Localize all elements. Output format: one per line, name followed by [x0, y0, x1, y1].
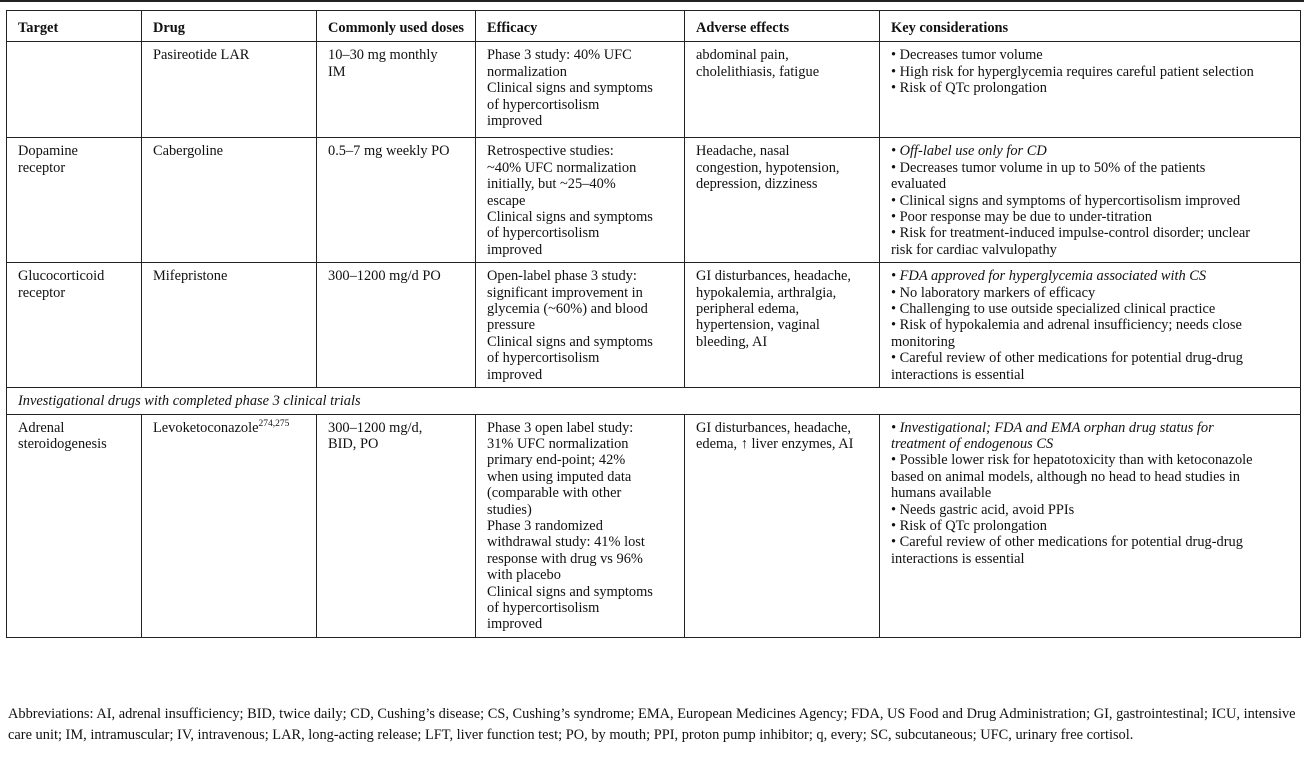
cell-line: of hypercortisolism: [487, 599, 600, 616]
cell-line: improved: [487, 366, 543, 383]
cell-line: Clinical signs and symptoms: [487, 209, 653, 226]
cell-line: edema, ↑ liver enzymes, AI: [696, 435, 854, 452]
cell-line: GI disturbances, headache,: [696, 268, 852, 285]
cell-line: Dopamine: [18, 143, 78, 160]
drug-cell: Mifepristone: [142, 263, 317, 388]
cell-line: response with drug vs 96%: [487, 550, 643, 567]
cell-line: Phase 3 study: 40% UFC: [487, 47, 632, 64]
cell-line: ~40% UFC normalization: [487, 159, 637, 176]
considerations-cell: [880, 263, 1301, 388]
drug-cell: Cabergoline: [142, 138, 317, 263]
cell-line: studies): [487, 501, 532, 518]
cell-line: evaluated: [891, 176, 947, 193]
drug-cell: [142, 414, 317, 637]
target-cell: [7, 42, 142, 138]
cell-line: abdominal pain,: [696, 47, 789, 64]
cell-line: • Challenging to use outside specialized clinical practice: [891, 301, 1216, 318]
cell-line: • Careful review of other medications for potential drug-drug: [891, 534, 1243, 551]
cell-line: monitoring: [891, 333, 955, 350]
cell-line: • FDA approved for hyperglycemia associated with CS: [891, 268, 1207, 285]
drug-name: Levoketoconazole: [153, 419, 259, 436]
cell-line: Phase 3 open label study:: [487, 419, 634, 436]
cell-line: Phase 3 randomized: [487, 517, 603, 534]
cell-line: receptor: [18, 284, 66, 301]
cell-line: risk for cardiac valvulopathy: [891, 241, 1057, 258]
cell-line: improved: [487, 113, 543, 130]
cell-line: improved: [487, 616, 543, 633]
adverse-cell: [685, 138, 880, 263]
considerations-cell: [880, 42, 1301, 138]
cell-line: 300–1200 mg/d,: [328, 419, 423, 436]
cell-line: bleeding, AI: [696, 333, 768, 350]
cell-line: Clinical signs and symptoms: [487, 583, 653, 600]
cell-line: of hypercortisolism: [487, 225, 600, 242]
cell-line: Headache, nasal: [696, 143, 790, 160]
cell-line: normalization: [487, 63, 567, 80]
cell-line: • Risk of QTc prolongation: [891, 517, 1047, 534]
cell-line: hypokalemia, arthralgia,: [696, 284, 837, 301]
doses-cell: [317, 414, 476, 637]
cell-line: when using imputed data: [487, 468, 632, 485]
cell-line: Glucocorticoid: [18, 268, 105, 285]
cell-line: interactions is essential: [891, 366, 1025, 383]
efficacy-cell: [476, 263, 685, 388]
cell-line: • Poor response may be due to under-titration: [891, 209, 1152, 226]
cell-line: Clinical signs and symptoms: [487, 333, 653, 350]
cell-line: Retrospective studies:: [487, 143, 614, 160]
cell-line: GI disturbances, headache,: [696, 419, 852, 436]
table-row: [7, 138, 1301, 263]
cell-line: glycemia (~60%) and blood: [487, 301, 648, 318]
cell-line: • Risk of hypokalemia and adrenal insufficiency; needs close: [891, 317, 1242, 334]
doses-cell: [317, 138, 476, 263]
cell-line: 31% UFC normalization: [487, 435, 629, 452]
efficacy-cell: [476, 414, 685, 637]
top-rule: [0, 0, 1304, 2]
target-cell: [7, 414, 142, 637]
drug-table: [6, 10, 1301, 638]
cell-line: hypertension, vaginal: [696, 317, 820, 334]
target-cell: [7, 263, 142, 388]
doses-cell: [317, 42, 476, 138]
cell-line: Clinical signs and symptoms: [487, 80, 653, 97]
cell-line: significant improvement in: [487, 284, 643, 301]
section-row: [7, 388, 1301, 414]
cell-line: • Needs gastric acid, avoid PPIs: [891, 501, 1075, 518]
cell-line: of hypercortisolism: [487, 350, 600, 367]
header-key-considerations: Key considerations: [880, 11, 1301, 42]
adverse-cell: [685, 263, 880, 388]
cell-line: withdrawal study: 41% lost: [487, 534, 645, 551]
cell-line: • Decreases tumor volume in up to 50% of the patients: [891, 159, 1206, 176]
header-adverse-effects: Adverse effects: [685, 11, 880, 42]
considerations-cell: [880, 414, 1301, 637]
cell-line: • Investigational; FDA and EMA orphan drug status for: [891, 419, 1214, 436]
header-efficacy: Efficacy: [476, 11, 685, 42]
considerations-cell: [880, 138, 1301, 263]
cell-line: congestion, hypotension,: [696, 159, 840, 176]
cell-line: • Risk of QTc prolongation: [891, 80, 1047, 97]
cell-line: initially, but ~25–40%: [487, 176, 616, 193]
efficacy-cell: [476, 138, 685, 263]
abbreviations-footnote: Abbreviations: AI, adrenal insufficiency; BID, twice daily; CD, Cushing’s disease; CS, Cushing’s syndrome; EMA, European Medicines Agency; FDA, US Food and Drug Administration; GI, gastrointestinal; ICU, intensive care unit; IM, intramuscular; IV, intravenous; LAR, long-acting release; LFT, liver function test; PO, by mouth; PPI, proton pump inhibitor; q, every; SC, subcutaneous; UFC, urinary free cortisol.: [8, 706, 1296, 743]
cell-line: treatment of endogenous CS: [891, 435, 1054, 452]
cell-line: interactions is essential: [891, 550, 1025, 567]
cell-line: • Decreases tumor volume: [891, 47, 1043, 64]
header-target: Target: [7, 11, 142, 42]
target-cell: [7, 138, 142, 263]
cell-line: 0.5–7 mg weekly PO: [328, 143, 450, 160]
table-row: [7, 414, 1301, 637]
cell-line: (comparable with other: [487, 485, 622, 502]
cell-line: based on animal models, although no head to head studies in: [891, 468, 1240, 485]
cell-line: steroidogenesis: [18, 435, 107, 452]
cell-line: receptor: [18, 159, 66, 176]
section-label: Investigational drugs with completed phase 3 clinical trials: [7, 388, 1301, 414]
table-row: [7, 42, 1301, 138]
table-row: [7, 263, 1301, 388]
cell-line: cholelithiasis, fatigue: [696, 63, 820, 80]
header-drug: Drug: [142, 11, 317, 42]
cell-line: • No laboratory markers of efficacy: [891, 284, 1096, 301]
cell-line: • Risk for treatment-induced impulse-control disorder; unclear: [891, 225, 1251, 242]
doses-cell: [317, 263, 476, 388]
cell-line: • Clinical signs and symptoms of hypercortisolism improved: [891, 192, 1241, 209]
cell-line: escape: [487, 192, 526, 209]
cell-line: peripheral edema,: [696, 301, 800, 318]
cell-line: of hypercortisolism: [487, 96, 600, 113]
cell-line: • High risk for hyperglycemia requires careful patient selection: [891, 63, 1254, 80]
adverse-cell: [685, 414, 880, 637]
cell-line: depression, dizziness: [696, 176, 818, 193]
cell-line: 300–1200 mg/d PO: [328, 268, 441, 285]
cell-line: Open-label phase 3 study:: [487, 268, 637, 285]
cell-line: pressure: [487, 317, 535, 334]
cell-line: IM: [328, 63, 346, 80]
cell-line: BID, PO: [328, 435, 379, 452]
cell-line: humans available: [891, 485, 992, 502]
cell-line: Adrenal: [18, 419, 65, 436]
table-header-row: [7, 11, 1301, 42]
cell-line: improved: [487, 241, 543, 258]
adverse-cell: [685, 42, 880, 138]
cell-line: • Off-label use only for CD: [891, 143, 1047, 160]
cell-line: 10–30 mg monthly: [328, 47, 438, 64]
drug-cell: Pasireotide LAR: [142, 42, 317, 138]
cell-line: with placebo: [487, 567, 561, 584]
cell-line: primary end-point; 42%: [487, 452, 626, 469]
drug-reference: 274,275: [258, 418, 290, 429]
cell-line: • Possible lower risk for hepatotoxicity than with ketoconazole: [891, 452, 1253, 469]
cell-line: • Careful review of other medications for potential drug-drug: [891, 350, 1243, 367]
efficacy-cell: [476, 42, 685, 138]
header-doses: Commonly used doses: [317, 11, 476, 42]
